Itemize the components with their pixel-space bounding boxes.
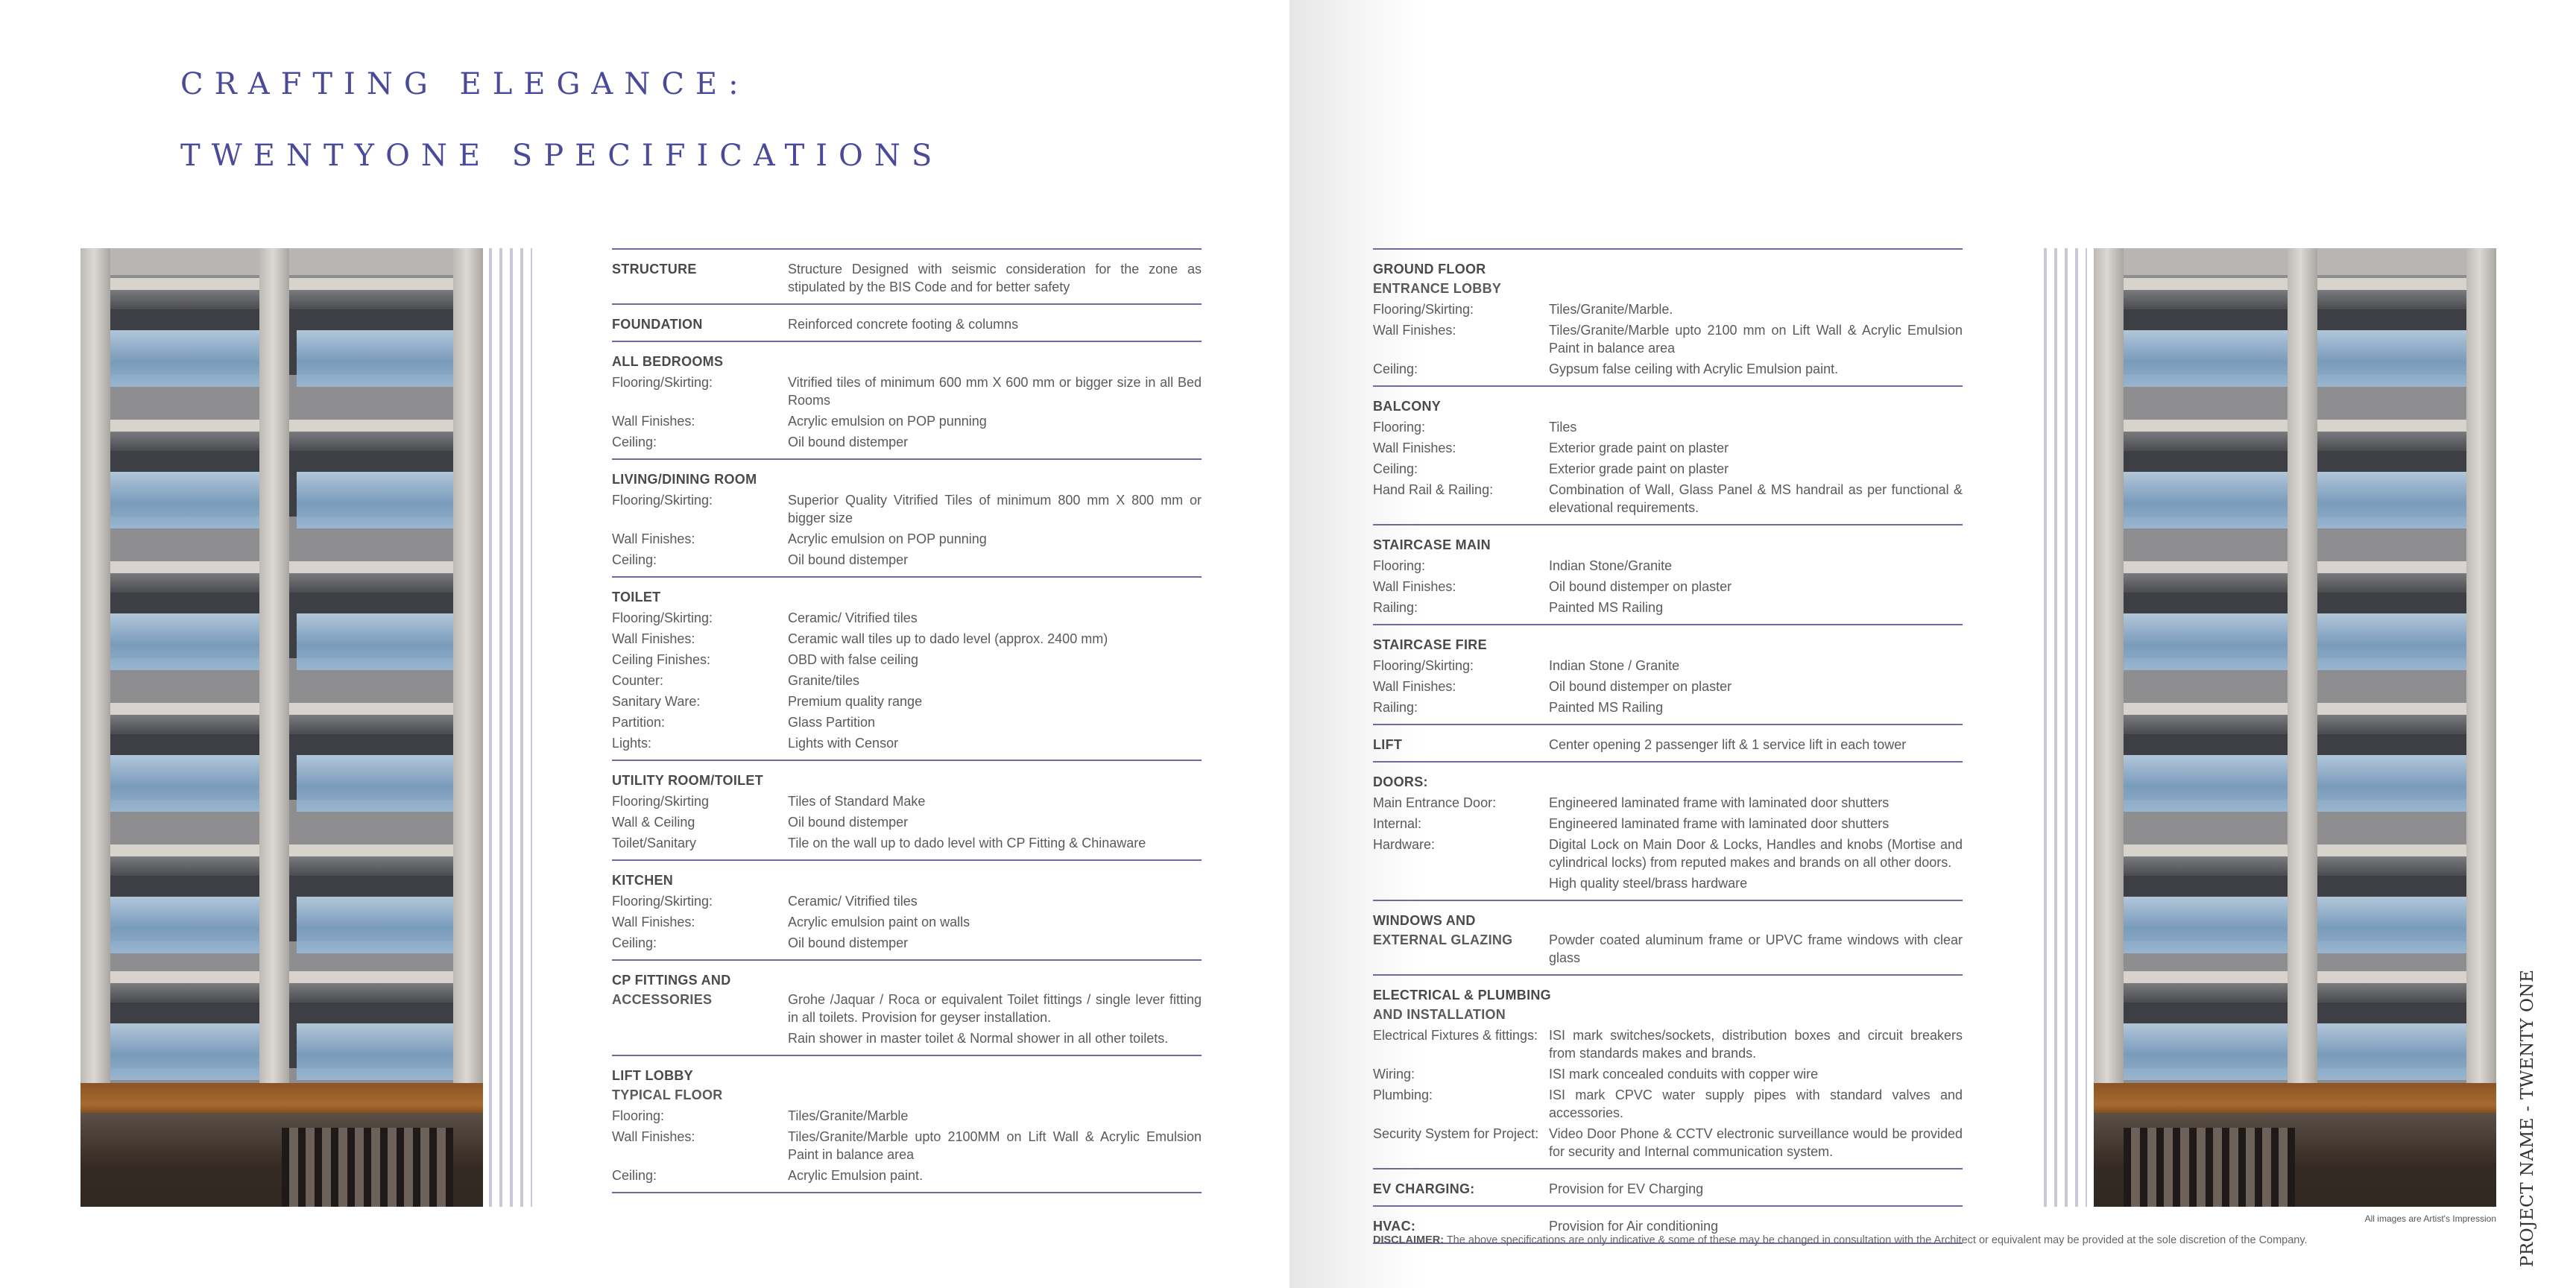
spec-heading: UTILITY ROOM/TOILET <box>612 773 764 788</box>
spec-label: ACCESSORIES <box>612 992 713 1007</box>
spec-section <box>612 1055 1202 1193</box>
balcony-slab <box>95 983 483 1003</box>
spec-row <box>612 934 1202 952</box>
spec-value <box>1549 1006 1963 1023</box>
spec-value: Acrylic emulsion paint on walls <box>788 915 970 929</box>
building-column <box>2288 248 2317 1083</box>
spec-heading: STAIRCASE FIRE <box>1373 637 1487 652</box>
balcony-slab <box>95 290 483 309</box>
spec-value: Tiles <box>1549 420 1577 435</box>
spec-row <box>1373 874 1963 892</box>
spec-row <box>1373 578 1963 596</box>
spec-value: ISI mark CPVC water supply pipes with standard valves and accessories. <box>1549 1087 1963 1120</box>
building-column <box>2094 248 2124 1083</box>
spec-label <box>1373 874 1549 892</box>
spec-label: Main Entrance Door: <box>1373 795 1497 810</box>
spec-label: Counter: <box>612 673 664 688</box>
spec-value: Ceramic/ Vitrified tiles <box>788 894 918 909</box>
spec-value: OBD with false ceiling <box>788 652 919 667</box>
spec-label: Hardware: <box>1373 837 1436 852</box>
spec-row <box>612 609 1202 627</box>
spec-row <box>612 834 1202 852</box>
spec-row <box>1373 698 1963 716</box>
spec-row <box>1373 1086 1963 1122</box>
glass-railing <box>95 897 282 953</box>
spec-row <box>612 630 1202 648</box>
spec-label: Internal: <box>1373 816 1422 831</box>
spec-value: Provision for Air conditioning <box>1549 1219 1719 1234</box>
spec-label: Flooring/Skirting: <box>612 894 713 909</box>
spec-inline-row <box>612 260 1202 296</box>
glass-railing <box>2295 755 2474 812</box>
spec-label: EXTERNAL GLAZING <box>1373 932 1513 947</box>
balcony-slab <box>95 856 483 876</box>
spec-value: ISI mark switches/sockets, distribution boxes and circuit breakers from standards makes and brands. <box>1549 1028 1963 1061</box>
spec-label: Hand Rail & Railing: <box>1373 482 1494 497</box>
entrance-fins <box>282 1128 453 1207</box>
glass-railing <box>297 897 476 953</box>
spec-label: Flooring/Skirting: <box>1373 658 1474 673</box>
spec-row <box>612 913 1202 931</box>
spec-row <box>1373 1125 1963 1161</box>
spec-value: Oil bound distemper <box>788 435 909 449</box>
spec-value: Granite/tiles <box>788 673 860 688</box>
glass-railing <box>95 755 282 812</box>
specifications-table-left <box>612 248 1202 1193</box>
spec-label: Wall Finishes: <box>1373 679 1456 694</box>
spec-value: Oil bound distemper on plaster <box>1549 679 1732 694</box>
glass-railing <box>95 613 282 670</box>
spec-label: Ceiling: <box>612 935 657 950</box>
spec-section <box>1373 974 1963 1168</box>
spec-value: Oil bound distemper <box>788 935 909 950</box>
spec-heading: ALL BEDROOMS <box>612 354 724 369</box>
spec-value: Indian Stone/Granite <box>1549 558 1673 573</box>
glass-railing <box>297 330 476 387</box>
spec-label: Partition: <box>612 715 666 730</box>
spec-value: Indian Stone / Granite <box>1549 658 1680 673</box>
spec-section <box>1373 724 1963 761</box>
spec-heading: LIFT LOBBY <box>612 1068 693 1083</box>
spec-value <box>1549 280 1963 297</box>
spec-row <box>612 813 1202 831</box>
spec-row <box>612 1167 1202 1184</box>
spec-row <box>1373 836 1963 871</box>
spec-section <box>612 859 1202 959</box>
spec-value: Ceramic/ Vitrified tiles <box>788 610 918 625</box>
spec-value: Video Door Phone & CCTV electronic surveillance would be provided for security and Internal communication system. <box>1549 1126 1963 1159</box>
glass-railing <box>95 330 282 387</box>
spec-value: Exterior grade paint on plaster <box>1549 441 1729 455</box>
spec-row <box>612 1107 1202 1125</box>
spec-label: Wall Finishes: <box>1373 323 1456 338</box>
spec-row <box>612 892 1202 910</box>
spec-heading: CP FITTINGS AND <box>612 973 731 988</box>
spec-row <box>612 713 1202 731</box>
glass-railing <box>2101 472 2288 528</box>
spec-heading: GROUND FLOOR <box>1373 262 1486 277</box>
spec-value: Acrylic Emulsion paint. <box>788 1168 924 1183</box>
spec-label: Flooring/Skirting: <box>1373 302 1474 317</box>
spec-value: Rain shower in master toilet & Normal shower in all other toilets. <box>788 1031 1169 1046</box>
decorative-stripes-right <box>2044 248 2087 1207</box>
spec-label: Electrical Fixtures & fittings: <box>1373 1028 1538 1043</box>
spec-label: Wall Finishes: <box>612 631 695 646</box>
spec-value: Powder coated aluminum frame or UPVC frame windows with clear glass <box>1549 932 1963 965</box>
spec-value: Reinforced concrete footing & columns <box>788 317 1019 332</box>
spec-value: Painted MS Railing <box>1549 600 1664 615</box>
spec-section <box>612 760 1202 859</box>
spec-value: Digital Lock on Main Door & Locks, Handles and knobs (Mortise and cylindrical locks) from reputed makes and brands on all other doors. <box>1549 837 1963 870</box>
spec-value: Tiles/Granite/Marble upto 2100 mm on Lift Wall & Acrylic Emulsion Paint in balance area <box>1549 323 1963 356</box>
spec-value <box>788 1086 1202 1104</box>
spec-heading: DOORS: <box>1373 774 1428 789</box>
spec-row <box>1373 678 1963 695</box>
spec-heading: STAIRCASE MAIN <box>1373 537 1491 552</box>
spec-inline-row <box>612 315 1202 333</box>
spec-section <box>612 341 1202 458</box>
spec-row <box>612 433 1202 451</box>
spec-row <box>612 1128 1202 1164</box>
spec-label: Flooring: <box>1373 420 1426 435</box>
spec-label: Flooring/Skirting <box>612 794 710 809</box>
spec-heading: HVAC: <box>1373 1219 1416 1234</box>
spec-row <box>612 672 1202 689</box>
spec-section <box>1373 1168 1963 1205</box>
spec-label: Ceiling: <box>1373 362 1418 376</box>
spec-heading: STRUCTURE <box>612 262 697 277</box>
spec-value: Ceramic wall tiles up to dado level (approx. 2400 mm) <box>788 631 1108 646</box>
spec-value: Grohe /Jaquar / Roca or equivalent Toilet fittings / single lever fitting in all toilets. Provision for geyser installation. <box>788 992 1202 1025</box>
spec-row <box>1373 599 1963 616</box>
spec-value: Exterior grade paint on plaster <box>1549 461 1729 476</box>
building-image-right <box>2094 248 2496 1207</box>
spec-heading: EV CHARGING: <box>1373 1181 1475 1196</box>
spec-label: Plumbing: <box>1373 1087 1433 1102</box>
spec-label: Flooring/Skirting: <box>612 610 713 625</box>
spec-section <box>612 248 1202 303</box>
spec-value: Tile on the wall up to dado level with CP Fitting & Chinaware <box>788 836 1146 850</box>
spec-value: Engineered laminated frame with laminated door shutters <box>1549 795 1890 810</box>
spec-label: Wall Finishes: <box>612 1129 695 1144</box>
spec-label: Ceiling: <box>612 1168 657 1183</box>
glass-railing <box>95 472 282 528</box>
spec-row <box>1373 657 1963 675</box>
spec-row <box>1373 418 1963 436</box>
spec-value: Acrylic emulsion on POP punning <box>788 531 987 546</box>
spec-row <box>1373 321 1963 357</box>
glass-railing <box>2295 613 2474 670</box>
building-column <box>2466 248 2496 1083</box>
spec-value: Vitrified tiles of minimum 600 mm X 600 mm or bigger size in all Bed Rooms <box>788 375 1202 408</box>
balcony-slab <box>95 573 483 593</box>
spec-row <box>612 692 1202 710</box>
spec-row <box>1373 360 1963 378</box>
balcony-slab <box>95 432 483 451</box>
spec-row <box>1373 794 1963 812</box>
entrance-fins <box>2124 1128 2295 1207</box>
spec-label: Ceiling: <box>1373 461 1418 476</box>
spec-section <box>612 458 1202 576</box>
spec-section <box>612 959 1202 1055</box>
building-column <box>453 248 483 1083</box>
spec-inline-row <box>1373 1217 1963 1235</box>
page-title-line-1: CRAFTING ELEGANCE: <box>180 67 750 101</box>
balcony-slab <box>95 715 483 734</box>
spec-label: Sanitary Ware: <box>612 694 701 709</box>
spec-row <box>612 792 1202 810</box>
glass-railing <box>2295 472 2474 528</box>
building-column <box>259 248 289 1083</box>
spec-heading: LIVING/DINING ROOM <box>612 472 757 487</box>
spec-label: TYPICAL FLOOR <box>612 1087 723 1102</box>
specifications-table-right <box>1373 248 1963 1244</box>
spec-value: Structure Designed with seismic consideration for the zone as stipulated by the BIS Code and for better safety <box>788 262 1202 294</box>
glass-railing <box>297 1023 476 1080</box>
spec-label: AND INSTALLATION <box>1373 1007 1506 1022</box>
spec-value: Engineered laminated frame with laminated door shutters <box>1549 816 1890 831</box>
spec-section <box>612 576 1202 760</box>
disclaimer-label: DISCLAIMER: <box>1373 1234 1445 1246</box>
glass-railing <box>2101 613 2288 670</box>
spec-row <box>612 551 1202 569</box>
glass-railing <box>2101 330 2288 387</box>
spec-value: High quality steel/brass hardware <box>1549 876 1748 891</box>
spec-label: Flooring/Skirting: <box>612 375 713 390</box>
spec-row <box>612 530 1202 548</box>
spec-label: Wall Finishes: <box>612 414 695 429</box>
glass-railing <box>2295 897 2474 953</box>
project-name-vertical: PROJECT NAME - TWENTY ONE <box>2518 969 2537 1267</box>
spec-row <box>1373 557 1963 575</box>
spec-heading: FOUNDATION <box>612 317 703 332</box>
spec-row <box>1373 1065 1963 1083</box>
spec-heading: KITCHEN <box>612 873 674 888</box>
spec-row <box>612 991 1202 1026</box>
disclaimer-text: The above specifications are only indicative & some of these may be changed in consultation with the Architect or equivalent may be provided at the sole discretion of the Company. <box>1444 1234 2308 1246</box>
decorative-stripes-left <box>489 248 532 1207</box>
building-column <box>80 248 110 1083</box>
glass-railing <box>2101 755 2288 812</box>
spec-section <box>1373 248 1963 385</box>
disclaimer <box>1373 1234 2496 1246</box>
spec-label: Ceiling: <box>612 552 657 567</box>
spec-label: Flooring: <box>1373 558 1426 573</box>
spec-label: Railing: <box>1373 600 1418 615</box>
spec-section <box>1373 524 1963 624</box>
spec-inline-row <box>1373 1180 1963 1198</box>
spec-heading: BALCONY <box>1373 399 1442 414</box>
building-image-left <box>80 248 483 1207</box>
spec-row <box>612 734 1202 752</box>
spec-row <box>1373 481 1963 517</box>
spec-heading: LIFT <box>1373 737 1403 752</box>
spec-label <box>612 1029 788 1047</box>
spec-section <box>1373 385 1963 524</box>
spec-row <box>1373 300 1963 318</box>
spec-section <box>1373 761 1963 900</box>
spec-label: Wiring: <box>1373 1067 1415 1082</box>
spec-value: Glass Partition <box>788 715 876 730</box>
spec-section <box>612 303 1202 341</box>
glass-railing <box>2295 330 2474 387</box>
spec-row <box>612 373 1202 409</box>
spec-value: Combination of Wall, Glass Panel & MS handrail as per functional & elevational requirements. <box>1549 482 1963 515</box>
spec-heading: WINDOWS AND <box>1373 913 1476 928</box>
spec-row <box>612 1086 1202 1104</box>
spec-value: Premium quality range <box>788 694 923 709</box>
glass-railing <box>297 755 476 812</box>
spec-label: Ceiling Finishes: <box>612 652 711 667</box>
spec-label: Security System for Project: <box>1373 1126 1539 1141</box>
spec-heading: TOILET <box>612 590 661 604</box>
spec-value: Lights with Censor <box>788 736 899 751</box>
spec-row <box>1373 460 1963 478</box>
spec-row <box>1373 1006 1963 1023</box>
spec-value: Tiles/Granite/Marble. <box>1549 302 1673 317</box>
spec-value: Tiles/Granite/Marble <box>788 1108 909 1123</box>
spec-label: Lights: <box>612 736 652 751</box>
spec-value: Oil bound distemper <box>788 552 909 567</box>
spec-value: Gypsum false ceiling with Acrylic Emulsion paint. <box>1549 362 1839 376</box>
spec-row <box>1373 815 1963 833</box>
spec-label: Flooring: <box>612 1108 665 1123</box>
spec-row <box>1373 1026 1963 1062</box>
spec-value: Center opening 2 passenger lift & 1 service lift in each tower <box>1549 737 1907 752</box>
spec-label: ENTRANCE LOBBY <box>1373 281 1502 296</box>
glass-railing <box>2295 1023 2474 1080</box>
spec-label: Toilet/Sanitary <box>612 836 697 850</box>
spec-inline-row <box>1373 736 1963 754</box>
spec-value: Tiles of Standard Make <box>788 794 926 809</box>
spec-section <box>1373 624 1963 724</box>
spec-row <box>612 491 1202 527</box>
spec-value: Painted MS Railing <box>1549 700 1664 715</box>
spec-label: Railing: <box>1373 700 1418 715</box>
spec-row <box>612 651 1202 669</box>
spec-label: Ceiling: <box>612 435 657 449</box>
glass-railing <box>297 613 476 670</box>
artist-impression-note: All images are Artist's Impression <box>2364 1213 2496 1224</box>
spec-label: Wall & Ceiling <box>612 815 695 830</box>
spec-row <box>612 1029 1202 1047</box>
glass-railing <box>297 472 476 528</box>
spec-label: Flooring/Skirting: <box>612 493 713 508</box>
spec-row <box>612 412 1202 430</box>
spec-section <box>1373 900 1963 974</box>
spec-value: Provision for EV Charging <box>1549 1181 1704 1196</box>
spec-row <box>1373 280 1963 297</box>
glass-railing <box>2101 1023 2288 1080</box>
spec-value: Oil bound distemper <box>788 815 909 830</box>
glass-railing <box>2101 897 2288 953</box>
spec-label: Wall Finishes: <box>612 531 695 546</box>
spec-label: Wall Finishes: <box>612 915 695 929</box>
spec-label: Wall Finishes: <box>1373 579 1456 594</box>
spec-row <box>1373 439 1963 457</box>
spec-row <box>1373 931 1963 967</box>
spec-value: Oil bound distemper on plaster <box>1549 579 1732 594</box>
glass-railing <box>95 1023 282 1080</box>
spec-value: ISI mark concealed conduits with copper wire <box>1549 1067 1819 1082</box>
spec-label: Wall Finishes: <box>1373 441 1456 455</box>
spec-value: Superior Quality Vitrified Tiles of minimum 800 mm X 800 mm or bigger size <box>788 493 1202 525</box>
spec-value: Tiles/Granite/Marble upto 2100MM on Lift Wall & Acrylic Emulsion Paint in balance area <box>788 1129 1202 1162</box>
page-title-line-2: TWENTYONE SPECIFICATIONS <box>180 139 944 173</box>
spec-heading: ELECTRICAL & PLUMBING <box>1373 988 1551 1003</box>
spec-value: Acrylic emulsion on POP punning <box>788 414 987 429</box>
